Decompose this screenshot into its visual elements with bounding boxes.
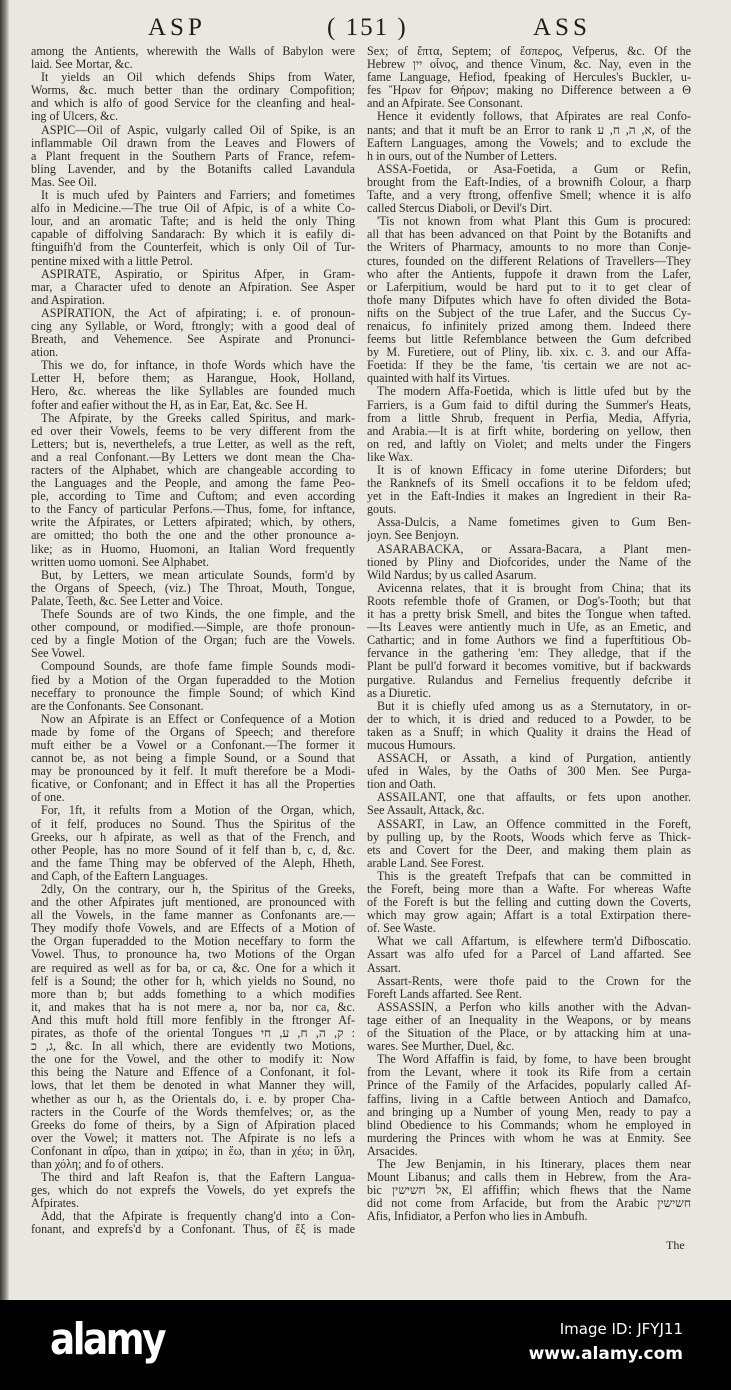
text-line: lows, that let them be denoted in what Manner they will, (31, 1079, 355, 1093)
text-line: ation. (31, 346, 59, 360)
text-line: fes Ἥρων for Θήρων; making no Difference between a Θ (367, 84, 691, 98)
text-line: this being the Nature and Effence of a Confonant, it fol- (31, 1066, 355, 1080)
text-line: ASPIRATE, Aspiratio, or Spiritus Afper, in Gram- (41, 267, 355, 281)
text-line: than χόλη; and fo of others. (31, 1157, 164, 1171)
text-line: among the Antients, wherewith the Walls of Babylon were (31, 45, 355, 58)
text-line: Assart-Rents, were thofe paid to the Crown for the (377, 974, 691, 988)
paragraph (367, 791, 691, 817)
paragraph (367, 870, 691, 935)
text-line: Tafte, and a very ftrong, offenfive Smell; whence it is alfo (367, 189, 691, 203)
text-line: to the Fancy of particular Perfons.—Thus, fome, for inftance, (31, 503, 355, 517)
paragraph (367, 1001, 691, 1053)
text-line: purgative. Rulandus and Fernelius frequently defcribe it (367, 673, 691, 687)
text-line: and the other Afpirates juft mentioned, are pronounced with (31, 896, 355, 910)
text-line: yet in the Eaft-Indies it makes an Ingredient in their Ra- (367, 490, 691, 504)
text-line: of. See Waste. (367, 922, 436, 936)
text-line: neceffary to pronounce the fimple Sound; of which Kind (31, 686, 355, 700)
text-line: of one. (31, 791, 65, 805)
text-line: joyn. See Benjoyn. (367, 529, 460, 543)
text-line: from a little Shrub, frequent in Perfia, Media, Affyria, (367, 411, 691, 425)
text-line: But, by Letters, we mean articulate Sounds, form'd by (41, 568, 355, 582)
text-line: The modern Affa-Foetida, which is little ufed but by the (377, 385, 691, 399)
text-line: all that has been advanced on that Point by the Botanifts and (367, 228, 691, 242)
text-line: and an Afpirate. See Consonant. (367, 97, 523, 111)
paragraph (31, 124, 355, 189)
text-line: ed over their Vowels, feems to be very different from the (31, 424, 355, 438)
text-line: Farriers, is a Gum faid to diftil during the Summer's Heats, (367, 398, 691, 412)
paragraph (367, 975, 691, 1001)
text-line: who after the Antients, fuppofe it drawn from the Lafer, (367, 267, 691, 281)
text-line: ufed in Wales, by the Oaths of 300 Men. See Purga- (367, 765, 691, 779)
text-line: Plant be pull'd forward it becomes vomitive, but if backwards (367, 660, 691, 674)
text-line: It is of known Efficacy in fome uterine Diforders; but (377, 464, 691, 477)
text-line: inflammable Oil drawn from the Leaves and Flowers of (31, 136, 355, 150)
text-line: made by fome of the Organs of Speech; and therefore (31, 725, 355, 739)
text-line: ctures, founded on the different Relations of Travellers—They (367, 254, 691, 268)
text-line: of the Situation of the Place, or by attacking him at una- (367, 1027, 691, 1041)
text-line: taken as a Snuff; in which Quality it drains the Head of (367, 725, 691, 739)
text-line: And this muft hold ftill more fenfibly in the ftronger Af- (31, 1013, 355, 1027)
text-line: laid. See Mortar, &c. (31, 58, 133, 72)
text-line: pentine mixed with a little Petrol. (31, 254, 193, 268)
text-line: other compound, or modified.—Simple, are thofe pronoun- (31, 621, 355, 635)
text-line: or Laferpitium, would be hard put to it to get clear of (367, 280, 691, 294)
text-line: faffins, living in a Caftle between Antioch and Damafco, (367, 1092, 691, 1106)
text-line: and Aspiration. (31, 293, 105, 307)
paragraph (367, 700, 691, 752)
text-line: thofe many Difputes which have fo often divided the Bota- (367, 293, 691, 307)
text-line: and Arabia.—It is at firft white, bordering on yellow, then (367, 424, 691, 438)
text-line: ets and Covert for the Deer, and making them plain as (367, 843, 691, 857)
text-line: Afpirates. (31, 1197, 80, 1211)
text-line: and bringing up a Number of young Men, ready to pay a (367, 1105, 691, 1119)
text-line: of the Foreft is but the felling and cutting down the Coverts, (367, 896, 691, 910)
text-line: are the Confonants. See Consonant. (31, 699, 204, 713)
text-line: Afis, Infidiator, a Perfon who lies in Ambufh. (367, 1210, 588, 1224)
paragraph (31, 883, 355, 1171)
text-line: blind Obedience to his Commands; whom he employed in (367, 1118, 691, 1132)
text-line: other People, has no more Sound of it felf than b, c, d, &c. (31, 843, 355, 857)
paragraph (367, 935, 691, 974)
text-line: all the Vowels, in the fame manner as Confonants are.— (31, 909, 355, 923)
text-line: ASSAILANT, one that affaults, or fets upon another. (377, 791, 691, 805)
text-line: the Ranknefs of its Smell occafions it to be feldom ufed; (367, 477, 691, 491)
text-line: alfo in Medicine.—The true Oil of Afpic, is of a white Co- (31, 202, 355, 216)
text-line: Foetida: If they be the fame, 'tis certain we are not ac- (367, 359, 691, 373)
right-column (367, 45, 691, 1223)
text-line: Mount Libanus; and calls them in Hebrew, from the Ara- (367, 1171, 691, 1185)
text-line: Vowel. Thus, to pronounce ha, two Motions of the Organ (31, 948, 355, 962)
text-line: It is much ufed by Painters and Farriers; and fometimes (41, 189, 355, 203)
paragraph (367, 818, 691, 870)
text-line: fonant, and exprefs'd by a Confonant. Thus, of ἕξ is made (31, 1223, 355, 1237)
paragraph (31, 307, 355, 359)
text-line: tage either of an Inequality in the Weapons, or by means (367, 1013, 691, 1027)
text-line: are omitted; tho both the one and the other pronounce a- (31, 529, 355, 543)
text-line: quainted with half its Virtues. (367, 372, 511, 386)
text-line: Roots refemble thofe of Gramen, or Dog's-Tooth; but that (367, 594, 691, 608)
paragraph (31, 569, 355, 608)
text-line: ASPIRATION, the Act of afpirating; i. e. of pronoun- (41, 306, 355, 320)
text-line: from the Levant, where it took its Rife from a certain (367, 1066, 691, 1080)
image-id-label: Image ID: JFYJ11 (559, 1320, 683, 1338)
text-line: cannot be, as not being a fimple Sound, or a Sound that (31, 752, 355, 766)
text-line: h in ours, out of the Number of Letters. (367, 149, 558, 163)
text-line: ficative, or Confonant; and in Effect it has all the Properties (31, 778, 355, 792)
alamy-logo: alamy (50, 1314, 164, 1365)
paragraph (367, 215, 691, 385)
text-line: mar, a Character ufed to denote an Afpiration. See Asper (31, 280, 355, 294)
text-line: ASSA-Foetida, or Asa-Foetida, a Gum or Refin, (377, 162, 691, 176)
paragraph (367, 163, 691, 215)
text-line: the Languages and the People, and among the fame Peo- (31, 477, 355, 491)
text-line: racters in the Courfe of the Words themfelves; or, as the (31, 1105, 355, 1119)
text-line: Confonant in αἴρω, than in χαίρω; in ἕω, than in χέω; in ὕλη, (31, 1144, 355, 1158)
paragraph (31, 804, 355, 883)
text-line: ASARABACKA, or Assara-Bacara, a Plant men- (377, 542, 691, 556)
paragraph (367, 1053, 691, 1158)
text-line: fame Language, Hefiod, fpeaking of Hercules's Buckler, u- (367, 71, 691, 85)
text-line: Letter H, before them; as Harangue, Hook, Holland, (31, 372, 355, 386)
paragraph (31, 1171, 355, 1210)
paragraph (31, 1210, 355, 1236)
paragraph (31, 189, 355, 268)
text-line: ASPIC—Oil of Aspic, vulgarly called Oil of Spike, is an (41, 123, 355, 137)
text-line: as a Diuretic. (367, 686, 432, 700)
paragraph (31, 660, 355, 712)
left-column (31, 45, 355, 1237)
text-line: Cathartic; and in fome Authors we find a fuperftitious Ob- (367, 634, 691, 648)
text-line: the one for the Vowel, and the other to modify it: Now (31, 1053, 355, 1067)
paragraph (367, 464, 691, 516)
text-line: written uomo uomoni. See Alphabet. (31, 555, 210, 569)
paragraph (367, 543, 691, 582)
text-line: write the Afpirates, or Letters afpirated; which, by others, (31, 516, 355, 530)
text-line: Greeks, our h afpirate, as well as that of the French, and (31, 830, 355, 844)
text-line: Now an Afpirate is an Effect or Confequence of a Motion (41, 712, 355, 726)
paragraph (31, 359, 355, 411)
text-line: The Afpirate, by the Greeks called Spiritus, and mark- (41, 411, 355, 425)
text-line: murdering the Princes with whom he was at Enmity. See (367, 1131, 691, 1145)
text-line: ג, כ, &c. In all which, there are evidently two Motions, (31, 1040, 355, 1054)
text-line: Assart. (367, 961, 401, 975)
text-line: arable Land. See Forest. (367, 856, 485, 870)
stock-watermark-bar (0, 1300, 731, 1390)
paragraph (31, 268, 355, 307)
text-line: it, and makes that ha is not mere a, nor ba, nor ca, &c. (31, 1000, 355, 1014)
text-line: are required as well as for ba, or ca, &c. One for a which it (31, 961, 355, 975)
text-line: What we call Affartum, is elfewhere term'd Difboscatio. (377, 935, 691, 949)
text-line: The third and laft Reafon is, that the Eaftern Langua- (41, 1171, 355, 1185)
text-line: tion and Oath. (367, 778, 436, 792)
text-line: gouts. (367, 503, 397, 517)
paragraph (367, 45, 691, 110)
text-line: But it is chiefly ufed among us as a Sternutatory, in or- (377, 699, 691, 713)
text-line: Hence it evidently follows, that Afpirates are real Confo- (377, 110, 691, 124)
text-line: and a real Confonant.—By Letters we dont mean the Cha- (31, 450, 355, 464)
text-line: by M. Furetiere, out of Pliny, lib. xix. c. 3. and our Affa- (367, 346, 691, 360)
text-line: the Organ fuperadded to the Motion neceffary to form the (31, 935, 355, 949)
paragraph (31, 45, 355, 71)
text-line: Hebrew יין οἶνος, and thence Vinum, &c. Nay, even in the (367, 58, 691, 72)
text-line: Breath, and Vehemence. See Aspirate and Pronunci- (31, 333, 355, 347)
text-line: Thefe Sounds are of two Kinds, the one fimple, and the (41, 608, 355, 622)
text-line: The Word Affaffin is faid, by fome, to have been brought (377, 1053, 691, 1067)
text-line: Foreft Lands affarted. See Rent. (367, 987, 522, 1001)
paragraph (31, 71, 355, 123)
text-line: Mas. See Oil. (31, 175, 97, 189)
text-line: ftinguifh'd from the Counterfeit, which is only Oil of Tur- (31, 241, 355, 255)
text-line: it has a pretty brisk Smell, and bites the Tongue when tafted. (367, 608, 691, 622)
text-line: Avicenna relates, that it is brought from China; that its (377, 581, 691, 595)
text-line: whether as our h, as the Orientals do, i. e. by proper Cha- (31, 1092, 355, 1106)
text-line: The Jew Benjamin, in his Itinerary, places them near (377, 1157, 691, 1171)
text-line: Arsacides. (367, 1144, 418, 1158)
text-line: and which is alfo of good Service for the cleanfing and heal- (31, 97, 355, 111)
text-line: ple, according to Time and Cuftom; and even according (31, 490, 355, 504)
text-line: may be pronounced by it felf. It muft therefore be a Modi- (31, 765, 355, 779)
text-line: ASSASSIN, a Perfon who kills another with the Advan- (377, 1000, 691, 1014)
text-line: like Wax. (367, 450, 413, 464)
paragraph (367, 516, 691, 542)
text-line: wares. See Murther, Duel, &c. (367, 1040, 515, 1054)
page-edge (0, 0, 9, 1300)
text-line: See Vowel. (31, 647, 85, 661)
paragraph (367, 110, 691, 162)
text-line: Prince of the Family of the Arfacides, popularly called Af- (367, 1079, 691, 1093)
text-line: renaicus, fo infinitely prized among them. Indeed there (367, 319, 691, 333)
text-line: —Its Leaves were antiently much in Ufe, as an Emetic, and (367, 621, 691, 635)
text-line: They modify thofe Vowels, and are Effects of a Motion of (31, 922, 355, 936)
text-line: Compound Sounds, are thofe fame fimple Sounds modi- (41, 660, 355, 674)
text-line: by pulling up, by the Roots, Woods which ferve as Thick- (367, 830, 691, 844)
text-line: fied by a Motion of the Organ fuperadded to the Motion (31, 673, 355, 687)
text-line: See Assault, Attack, &c. (367, 804, 485, 818)
text-line: and the fame Thing may be obferved of the Aleph, Hheth, (31, 856, 355, 870)
text-line: feems but little Refemblance between the Gum defcribed (367, 333, 691, 347)
paragraph (367, 385, 691, 464)
text-line: and Caph, of the Eaftern Languages. (31, 869, 208, 883)
text-line: the Organs of Speech, (viz.) The Throat, Mouth, Tongue, (31, 581, 355, 595)
running-head-right: ASS (533, 14, 591, 41)
text-line: of it felf, produces no Sound. Thus the Spiritus of the (31, 817, 355, 831)
text-line: nants; and that it muft be an Error to rank א, ה, ח, ע, of the (367, 123, 691, 137)
text-line: nifts on the Subject of the true Lafer, and the Succus Cy- (367, 306, 691, 320)
text-line: It yields an Oil which defends Ships from Water, (41, 71, 355, 85)
text-line: 'Tis not known from what Plant this Gum is procured: (377, 215, 691, 229)
text-line: Assart was alfo ufed for a Parcel of Land affarted. See (367, 948, 691, 962)
text-line: Add, that the Afpirate is frequently chang'd into a Con- (41, 1210, 355, 1224)
text-line: ASSART, in Law, an Offence committed in the Foreft, (377, 817, 691, 831)
text-line: This we do, for inftance, in thofe Words which have the (41, 359, 355, 373)
text-line: a Plant frequent in the Southern Parts of France, refem- (31, 149, 355, 163)
text-line: Sex; of ἕπτα, Septem; of ἕσπερος, Vefperus, &c. Of the (367, 45, 691, 58)
text-line: more than b; but adds fomething to a which modifies (31, 987, 355, 1001)
paragraph (367, 582, 691, 700)
page-number: ( 151 ) (327, 14, 408, 41)
text-line: pirates, as thofe of the oriental Tongues ק, ה, ח, ע, חי : (31, 1027, 355, 1041)
paragraph (367, 1158, 691, 1223)
website-url: www.alamy.com (528, 1344, 683, 1364)
text-line: felf is a Sound; the other for h, which yields no Sound, no (31, 974, 355, 988)
text-line: bling Lavender, and by the Botanifts called Lavandula (31, 162, 355, 176)
paragraph (367, 752, 691, 791)
text-line: For, 1ft, it refults from a Motion of the Organ, which, (41, 804, 355, 818)
text-line: tioned by Pliny and Diofcorides, under the Name of the (367, 555, 691, 569)
text-line: lour, and an aromatic Tafte; and is held the only Thing (31, 215, 355, 229)
text-line: This is the greateft Trefpafs that can be committed in (377, 869, 691, 883)
running-head-left: ASP (148, 14, 206, 41)
catchword: The (666, 1238, 685, 1252)
text-line: Palate, Teeth, &c. See Letter and Voice. (31, 594, 223, 608)
text-line: over the Vowel; it matters not. The Afpirate is no lefs a (31, 1131, 355, 1145)
text-line: which may grow again; Affart is a total Extirpation there- (367, 909, 691, 923)
text-line: ges, which do not exprefs the Vowels, do yet exprefs the (31, 1184, 355, 1198)
text-line: the Foreft, being more than a Wafte. For whereas Wafte (367, 883, 691, 896)
paragraph (31, 412, 355, 569)
text-line: Hero, &c. whereas the like Syllables are founded much (31, 385, 355, 399)
text-line: mucous Humours. (367, 738, 456, 752)
text-line: Assa-Dulcis, a Name fometimes given to Gum Ben- (377, 516, 691, 530)
text-line: muft either be a Vowel or a Confonant.—The former it (31, 738, 355, 752)
text-line: like; as in Huomo, Huomoni, an Italian Word frequently (31, 542, 355, 556)
text-line: 2dly, On the contrary, our h, the Spiritus of the Greeks, (41, 883, 355, 896)
text-line: Wild Nardus; by us called Asarum. (367, 568, 537, 582)
text-line: der to which, it is dried and reduced to a Powder, to be (367, 712, 691, 726)
text-line: bic אל חשישין, El affiffin; which fhews that the Name (367, 1184, 691, 1198)
paragraph (31, 608, 355, 660)
text-line: brought from the Eaft-Indies, of a brownifh Colour, a fharp (367, 175, 691, 189)
text-line: Worms, &c. much better than the ordinary Compofition; (31, 84, 355, 98)
text-line: Greeks do fome of theirs, by a Sign of Afpiration placed (31, 1118, 355, 1132)
text-line: did not come from Arfacide, but from the Arabic חשישין (367, 1197, 691, 1211)
text-line: ced by a fingle Motion of the Organ; fuch are the Vowels. (31, 634, 355, 648)
text-line: ing of Ulcers, &c. (31, 110, 118, 124)
text-line: capable of diffolving Sandarach: By which it is eafily di- (31, 228, 355, 242)
paragraph (31, 713, 355, 805)
text-line: fervance in the gathering 'em: They alledge, that if the (367, 647, 691, 661)
text-line: called Stercus Diaboli, or Devil's Dirt. (367, 202, 553, 216)
text-line: the Writers of Pharmacy, amounts to no more than Conje- (367, 241, 691, 255)
text-line: Letters; but is, neverthelefs, a true Letter, as well as the reft, (31, 437, 355, 451)
text-line: cing any Syllable, or Word, ftrongly; with a good deal of (31, 319, 355, 333)
text-line: on red, and laftly on Violet; and melts under the Fingers (367, 437, 691, 451)
text-line: ASSACH, or Assath, a kind of Purgation, antiently (377, 752, 691, 766)
text-line: fofter and eafier without the H, as in Ear, Eat, &c. See H. (31, 398, 308, 412)
text-line: racters of the Alphabet, which are changeable according to (31, 464, 355, 477)
text-line: Eaftern Languages, among the Vowels; and to exclude the (367, 136, 691, 150)
